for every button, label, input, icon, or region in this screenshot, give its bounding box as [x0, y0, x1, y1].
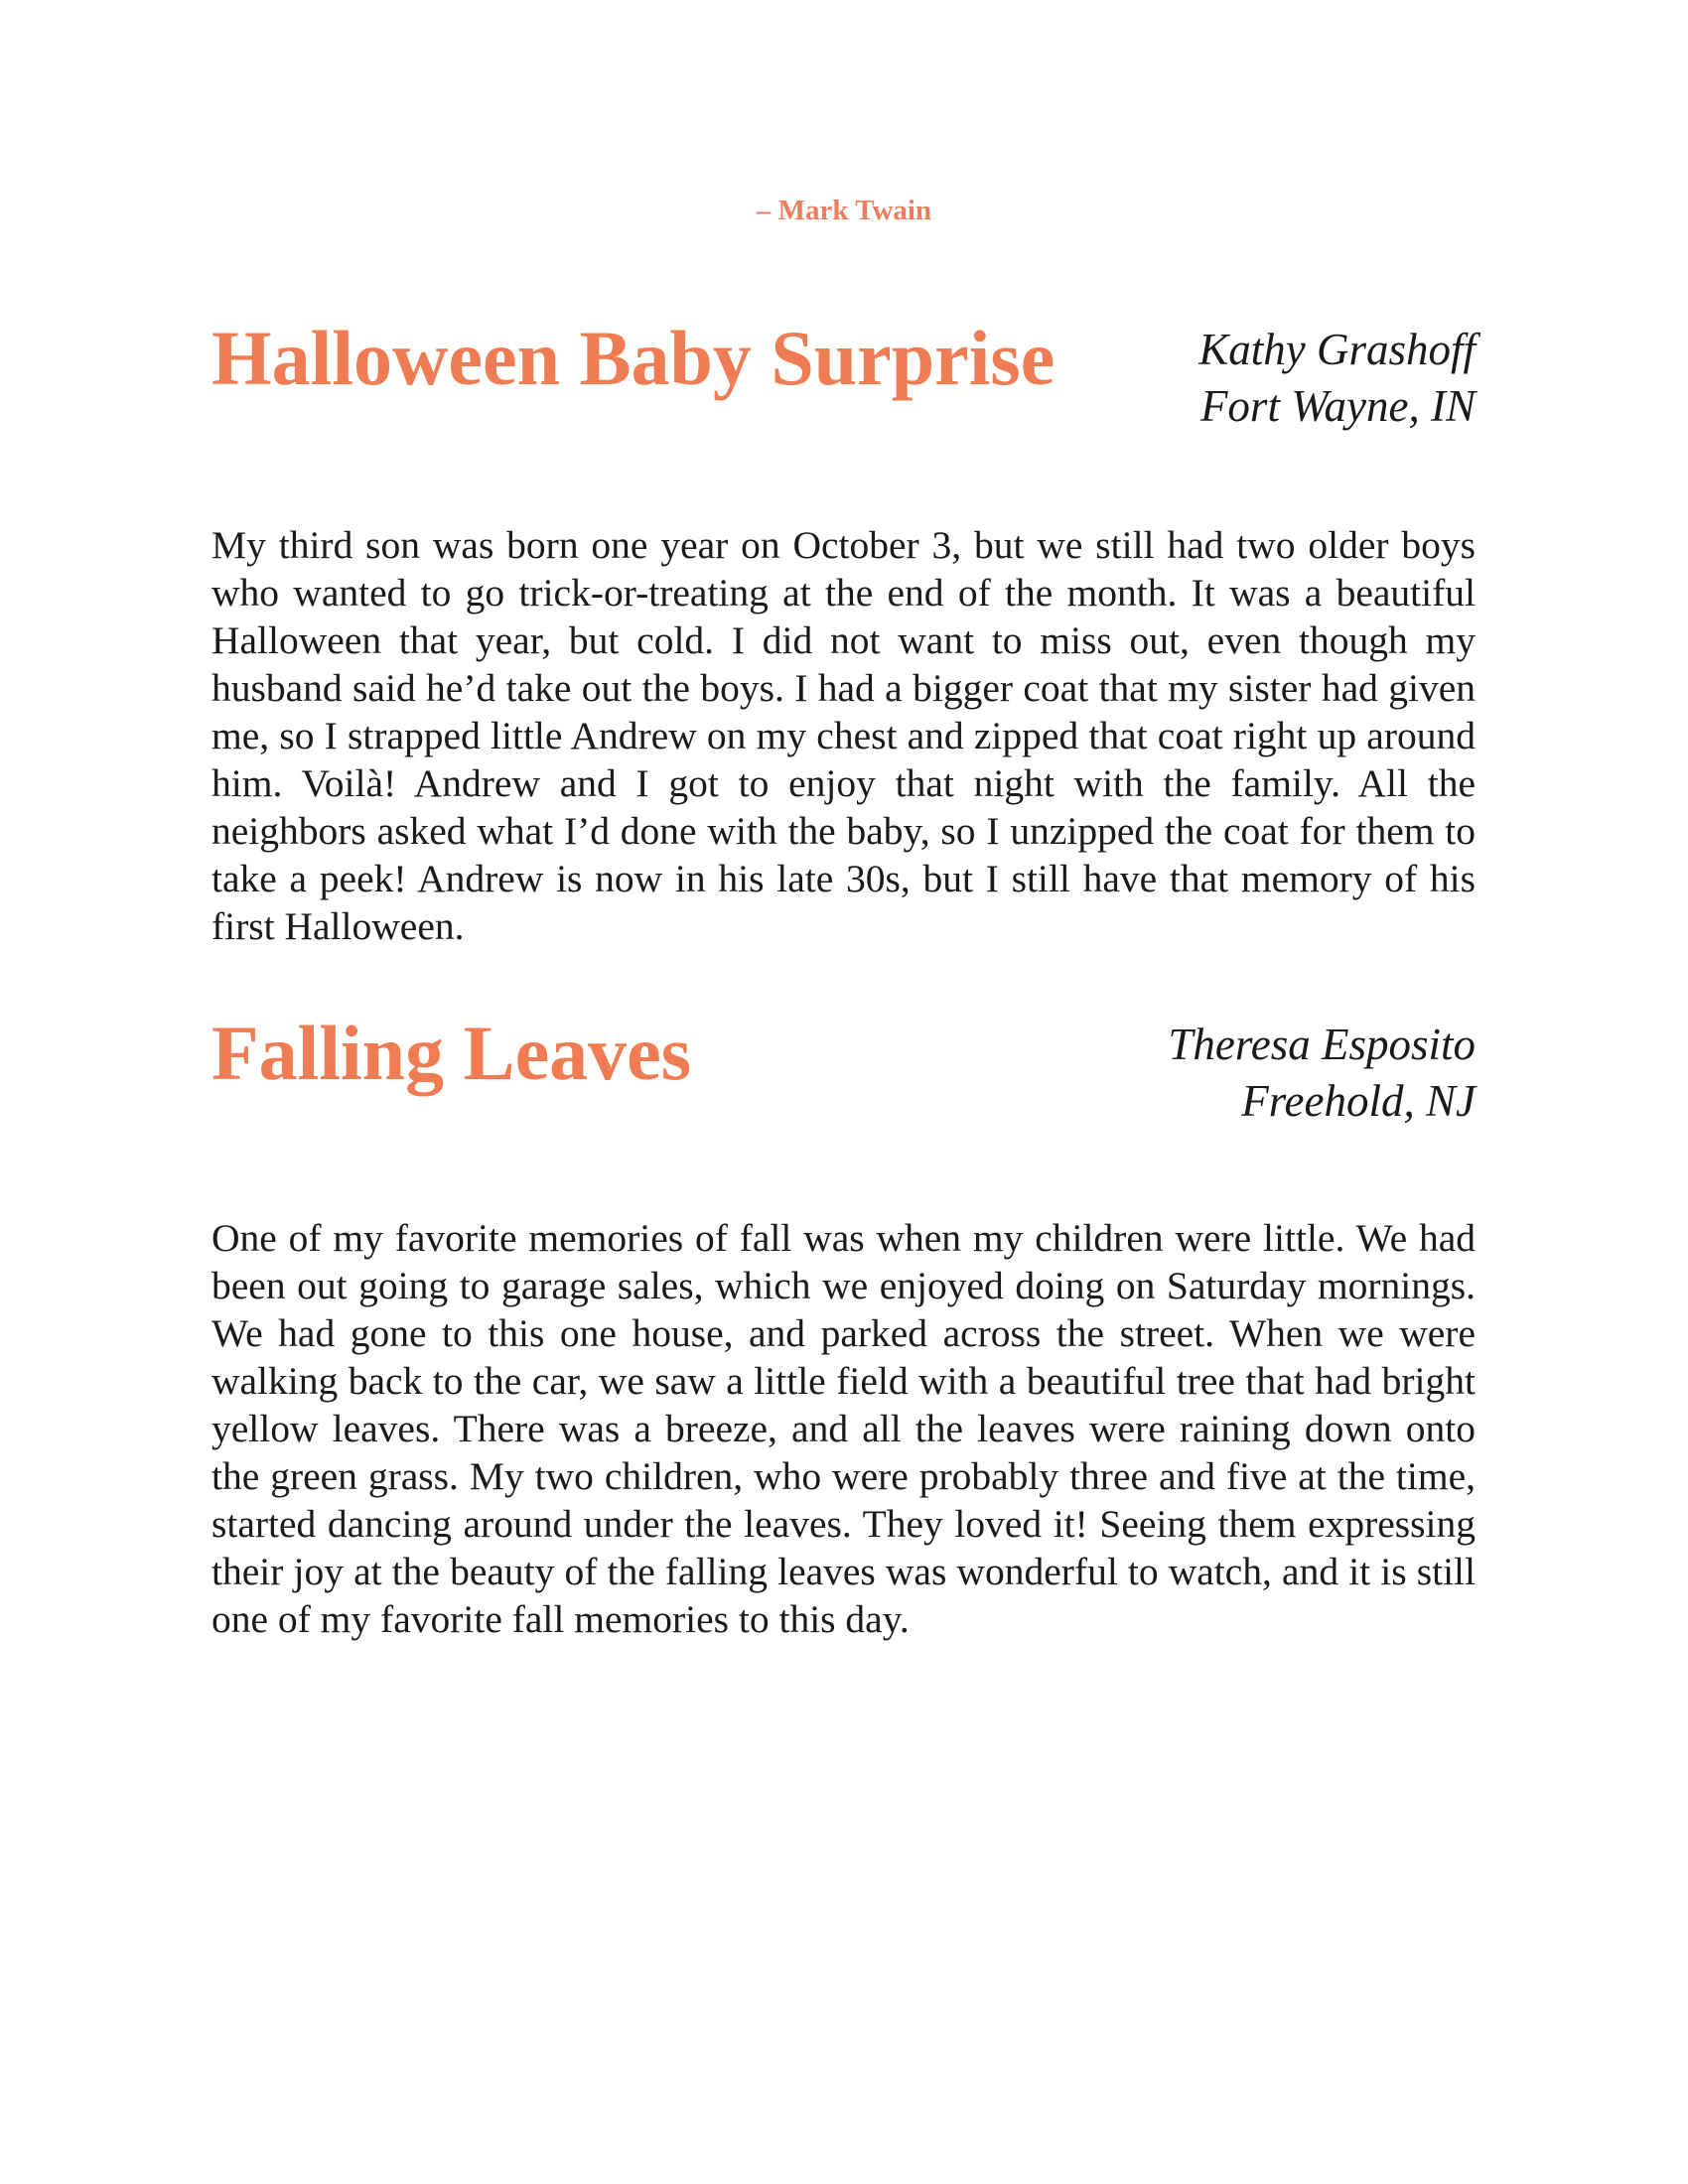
- story-location: Fort Wayne, IN: [1199, 381, 1476, 431]
- story-body: One of my favorite memories of fall was when my children were little. We had been out going to garage sales, which we enjoyed doing on Saturday mornings. We had gone to this one house, and parked across the street. When we were walking back to the car, we saw a little field with a beautiful tree that had bright yellow leaves. There was a breeze, and all the leaves were raining down onto the green grass. My two children, who were probably three and five at the time, started dancing around under the leaves. They loved it! Seeing them expressing their joy at the beauty of the falling leaves was wonderful to watch, and it is still one of my favorite fall memories to this day.: [211, 1216, 1476, 1641]
- story-halloween-baby-surprise: [211, 315, 1476, 950]
- story-title: Falling Leaves: [211, 1010, 692, 1096]
- story-byline: [1168, 1017, 1476, 1130]
- story-author: Kathy Grashoff: [1198, 325, 1476, 374]
- story-byline: [1198, 322, 1476, 435]
- story-title: Halloween Baby Surprise: [211, 315, 1055, 401]
- story-header: [211, 315, 1476, 449]
- story-falling-leaves: [211, 1010, 1476, 1643]
- quote-attribution: – Mark Twain: [756, 195, 932, 226]
- story-header: [211, 1010, 1476, 1144]
- story-location: Freehold, NJ: [1241, 1076, 1476, 1126]
- story-body: My third son was born one year on October 3, but we still had two older boys who wanted to go trick-or-treating at the end of the month. It was a beautiful Halloween that year, but cold. I did not want to miss out, even though my husband said he’d take out the boys. I had a bigger coat that my sister had given me, so I strapped little Andrew on my chest and zipped that coat right up around him. Voilà! Andrew and I got to enjoy that night with the family. All the neighbors asked what I’d done with the baby, so I unzipped the coat for them to take a peek! Andrew is now in his late 30s, but I still have that memory of his first Halloween.: [211, 523, 1476, 948]
- story-author: Theresa Esposito: [1168, 1020, 1476, 1069]
